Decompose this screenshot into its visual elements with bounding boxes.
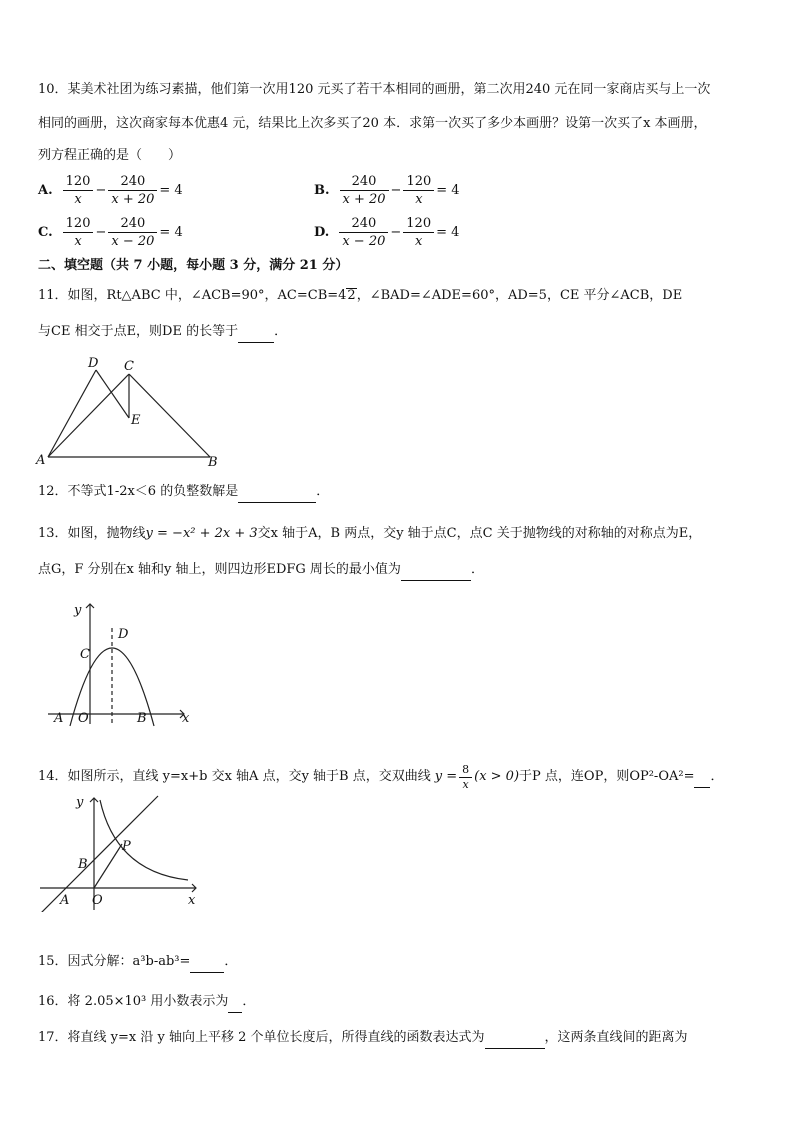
q14-figure: [36, 792, 206, 912]
fraction: $\frac{120}{x}$: [403, 215, 434, 250]
option-d[interactable]: D. $\frac{240}{x - 20}$ − $\frac{120}{x}$ = 4: [314, 215, 460, 249]
fraction: $\frac{120}{x}$: [403, 173, 434, 208]
answer-blank[interactable]: [485, 1028, 545, 1049]
fraction: $\frac{240}{x + 20}$: [340, 173, 389, 208]
q16-line: 16．将 2.05×10³ 用小数表示为 ．: [38, 992, 255, 1013]
fraction: $\frac{240}{x - 20}$: [108, 215, 157, 250]
q11-figure: [32, 352, 232, 472]
section-heading: 二、填空题（共 7 小题，每小题 3 分，满分 21 分）: [38, 258, 349, 273]
q15-line: 15．因式分解：a³b-ab³= ．: [38, 952, 237, 973]
label-b: B: [208, 455, 218, 470]
answer-blank[interactable]: [238, 482, 316, 503]
label-a: A: [36, 453, 46, 468]
segment-ad: [48, 370, 96, 457]
label-y: y: [76, 795, 84, 810]
answer-blank[interactable]: [238, 322, 274, 343]
label-b: B: [78, 857, 88, 872]
option-b[interactable]: B. $\frac{240}{x + 20}$ − $\frac{120}{x}$ = 4: [314, 173, 460, 207]
q10-line2: 相同的画册，这次商家每本优惠4 元，结果比上次多买了20 本．求第一次买了多少本画册？设第一次买了x 本画册，: [38, 116, 707, 131]
label-x: x: [188, 893, 196, 908]
q17-line: 17．将直线 y=x 沿 y 轴向上平移 2 个单位长度后，所得直线的函数表达式为 ，这两条直线间的距离为: [38, 1028, 688, 1049]
segment-cb: [129, 374, 210, 457]
label-x: x: [182, 711, 190, 726]
label-b: B: [137, 711, 147, 726]
segment-ac: [48, 374, 129, 457]
label-e: E: [131, 413, 141, 428]
label-d: D: [88, 356, 99, 371]
q13-line1: 13．如图，抛物线y = −x² + 2x + 3交x 轴于A，B 两点，交y 轴于点C，点C 关于抛物线的对称轴的对称点为E，: [38, 526, 702, 541]
q10-line3: 列方程正确的是（ ）: [38, 148, 182, 163]
q12-line: 12．不等式1-2x＜6 的负整数解是 ．: [38, 482, 329, 503]
option-c[interactable]: C. $\frac{120}{x}$ − $\frac{240}{x - 20}$ = 4: [38, 215, 183, 249]
q11-line1: 11．如图，Rt△ABC 中，∠ACB=90°，AC=CB=42，∠BAD=∠ADE=60°，AD=5，CE 平分∠ACB，DE: [38, 288, 683, 303]
q11-line2: 与CE 相交于点E，则DE 的长等于 ．: [38, 322, 287, 343]
q10-line1: 10．某美术社团为练习素描，他们第一次用120 元买了若干本相同的画册，第二次用240 元在同一家商店买与上一次: [38, 82, 711, 97]
label-o: O: [92, 893, 103, 908]
fraction: $\frac{120}{x}$: [63, 173, 94, 208]
fraction: $\frac{240}{x - 20}$: [339, 215, 388, 250]
fraction: $\frac{8}{x}$: [459, 763, 472, 792]
answer-blank[interactable]: [190, 952, 224, 973]
label-y: y: [74, 603, 82, 618]
answer-blank[interactable]: [694, 767, 710, 788]
fraction: $\frac{240}{x + 20}$: [108, 173, 157, 208]
fraction: $\frac{120}{x}$: [63, 215, 94, 250]
q13-line2: 点G，F 分别在x 轴和y 轴上，则四边形EDFG 周长的最小值为 ．: [38, 560, 484, 581]
answer-blank[interactable]: [228, 992, 242, 1013]
label-p: P: [122, 839, 131, 854]
segment-de: [96, 370, 129, 418]
q14-line: 14．如图所示，直线 y=x+b 交x 轴A 点，交y 轴于B 点，交双曲线 y = $\frac{8}{x}$ (x > 0) 于P 点，连OP，则OP²-OA²= ．: [38, 762, 724, 791]
label-d: D: [118, 627, 129, 642]
label-a: A: [54, 711, 64, 726]
parabola-equation: y = −x² + 2x + 3: [145, 526, 258, 541]
segment-op: [94, 844, 122, 888]
label-c: C: [80, 647, 90, 662]
label-a: A: [60, 893, 70, 908]
answer-blank[interactable]: [401, 560, 471, 581]
option-a[interactable]: A. $\frac{120}{x}$ − $\frac{240}{x + 20}$ = 4: [38, 173, 183, 207]
sqrt-sign: 2: [347, 288, 356, 303]
label-o: O: [78, 711, 89, 726]
q13-figure: [44, 598, 194, 728]
label-c: C: [124, 359, 134, 374]
